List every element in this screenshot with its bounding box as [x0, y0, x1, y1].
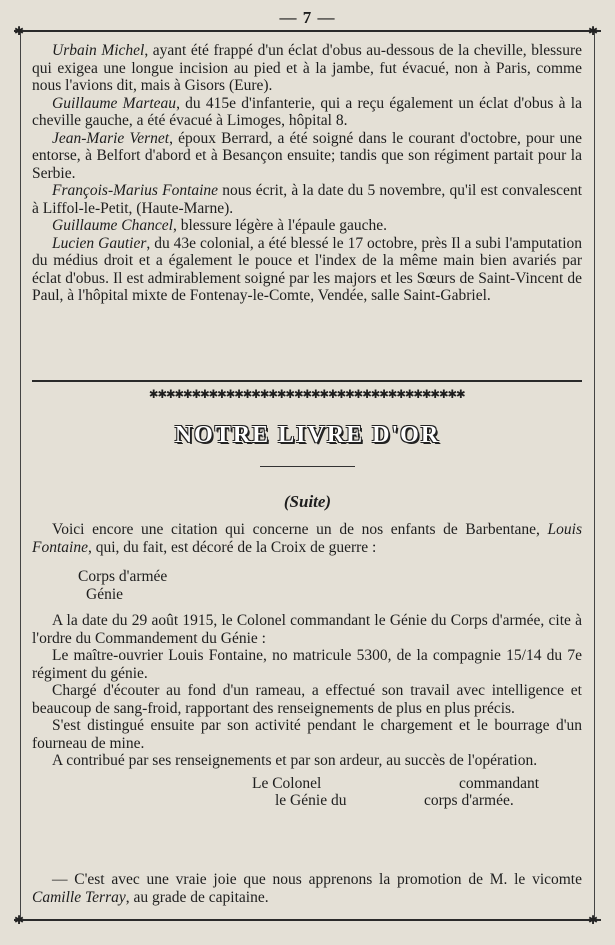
- corner-ornament-icon: ✱: [588, 24, 599, 38]
- frame-top-rule: [14, 30, 601, 32]
- promotion-paragraph: — C'est avec une vraie joie que nous apprenons la promotion de M. le vicomte Camille Terray, au grade de capitaine.: [32, 871, 582, 906]
- citation-paragraph: A contribué par ses renseignements et par son ardeur, au succès de l'opération.: [52, 752, 538, 769]
- page-number: — 7 —: [279, 8, 336, 27]
- section-divider-rule: [32, 380, 582, 382]
- promotion-note: [32, 871, 582, 906]
- signature-right-line2: corps d'armée.: [424, 791, 514, 809]
- citation-paragraph: Le maître-ouvrier Louis Fontaine, no matricule 5300, de la compagnie 15/14 du 7e régiment du génie.: [32, 647, 582, 682]
- citation-intro: Voici encore une citation qui concerne un de nos enfants de Barbentane, Louis Fontaine, qui, du fait, est décoré de la Croix de guerre :: [32, 521, 582, 556]
- citation-paragraph: S'est distingué ensuite par son activité pendant le chargement et le bourrage d'un fourneau de mine.: [32, 717, 582, 752]
- note-paragraph: François-Marius Fontaine nous écrit, à la date du 5 novembre, qu'il est convalescent à Liffol-le-Petit, (Haute-Marne).: [32, 182, 582, 217]
- signature-right-line1: commandant: [459, 774, 540, 792]
- section-heading: NOTRE LIVRE D'OR: [174, 422, 441, 448]
- note-paragraph: Guillaume Marteau, du 415e d'infanterie, qui a reçu également un éclat d'obus à la cheville gauche, a été évacué à Limoges, hôpital 8.: [32, 94, 582, 129]
- frame-right-rule: [594, 30, 595, 921]
- citation-paragraph: A la date du 29 août 1915, le Colonel commandant le Génie du Corps d'armée, cite à l'ordre du Commandement du Génie :: [32, 612, 582, 647]
- frame-left-rule: [20, 30, 21, 921]
- corner-ornament-icon: ✱: [14, 913, 25, 927]
- corps-line: Corps d'armée: [78, 568, 168, 585]
- citation-body: [32, 521, 582, 810]
- citation-paragraph: Chargé d'écouter au fond d'un rameau, a effectué son travail avec intelligence et beaucoup de sang-froid, rapportant des renseignements de plus en plus précis.: [32, 682, 582, 717]
- signature-left-line1: Le Colonel: [252, 774, 322, 792]
- genie-line: Génie: [86, 585, 124, 603]
- section-subtitle: (Suite): [283, 492, 332, 511]
- note-paragraph: Lucien Gautier, du 43e colonial, a été blessé le 17 octobre, près Il a subi l'amputation du médius droit et a également le pouce et l'index de la même main bien avariés par éclat d'obus. Il est admirablement soigné par les majors et les Sœurs de Saint-Vincent de Paul, à l'hôpital mixte de Fontenay-le-Comte, Vendée, salle Saint-Gabriel.: [32, 234, 582, 304]
- star-border: ✱✱✱✱✱✱✱✱✱✱✱✱✱✱✱✱✱✱✱✱✱✱✱✱✱✱✱✱✱✱✱✱✱✱✱✱✱: [149, 384, 465, 402]
- signature-left-line2: le Génie du: [275, 791, 347, 809]
- heading-underline: [260, 466, 355, 467]
- note-paragraph: Jean-Marie Vernet, époux Berrard, a été soigné dans le courant d'octobre, pour une entorse, à Belfort d'abord et à Besançon ensuite; tandis que son régiment partait pour la Serbie.: [32, 129, 582, 182]
- casualty-notes: [32, 42, 582, 305]
- corner-ornament-icon: ✱: [588, 913, 599, 927]
- note-paragraph: Guillaume Chancel, blessure légère à l'épaule gauche.: [52, 217, 388, 234]
- signature-block: [32, 775, 582, 810]
- corner-ornament-icon: ✱: [14, 24, 25, 38]
- frame-bottom-rule: [14, 919, 601, 921]
- note-paragraph: Urbain Michel, ayant été frappé d'un éclat d'obus au-dessous de la cheville, blessure qui exigea une longue incision au pied et à la jambe, fut évacué, non à Paris, comme nous l'avions dit, mais à Gisors (Eure).: [32, 42, 582, 94]
